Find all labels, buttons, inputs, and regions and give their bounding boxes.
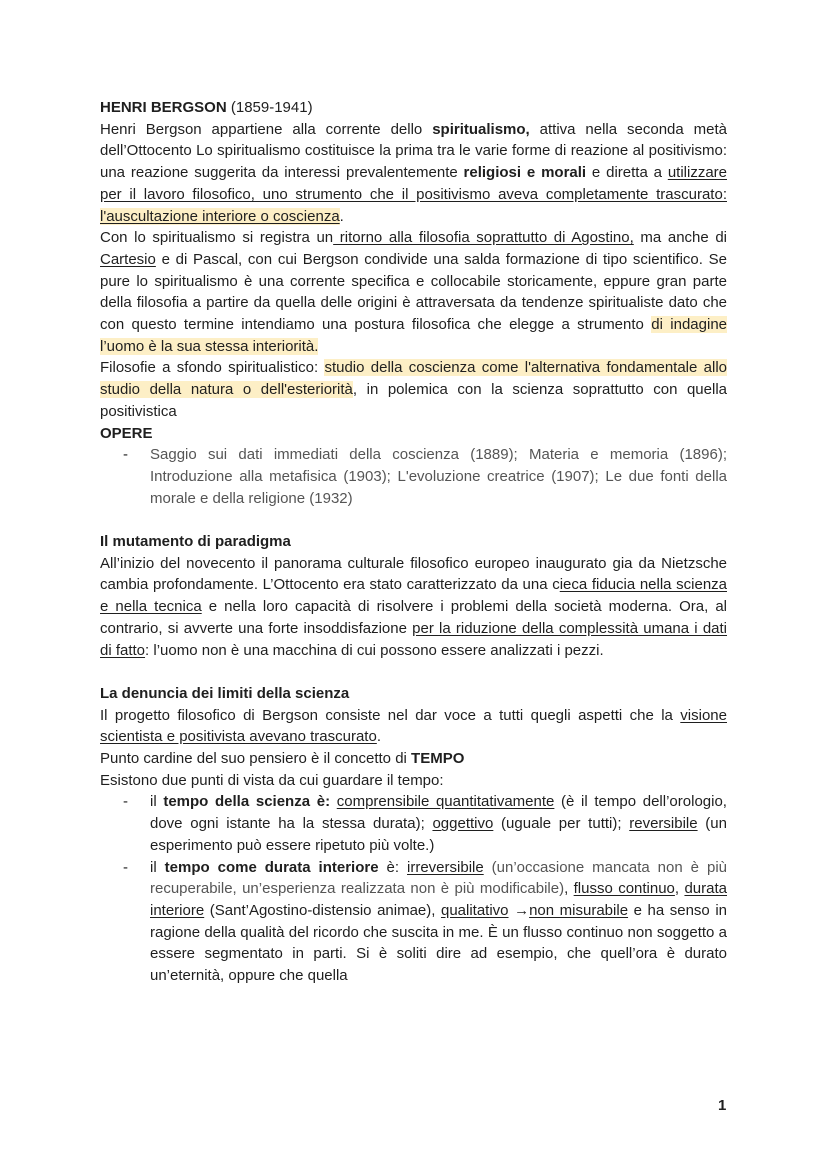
bold-text: spiritualismo,	[432, 120, 530, 138]
underlined-text: non misurabile	[529, 901, 629, 919]
text-run: OPERE	[100, 424, 153, 442]
bold-text: TEMPO	[411, 750, 465, 768]
text-run: ma anche di	[633, 229, 728, 247]
text-run: Esistono due punti di vista da cui guardare il tempo:	[100, 771, 444, 789]
text-run: All’inizio del novecento il panorama culturale filosofico europeo inaugurato gia da Nietzsche cambia profondamente. L’Ottocento era stato caratterizzato da una c	[100, 554, 727, 594]
underlined-text: irreversibile	[407, 858, 484, 876]
text-run: ,	[674, 880, 685, 898]
text-run: →	[508, 901, 530, 919]
text-run: e diretta a	[586, 164, 668, 182]
blank-line	[100, 509, 727, 531]
underlined-text: Cartesio	[100, 250, 156, 268]
underlined-text: qualitativo	[440, 901, 509, 919]
underlined-text: ieca fiducia nella scienza e nella tecnica	[100, 576, 727, 616]
paragraph	[100, 705, 727, 748]
list-bullet: -	[123, 858, 128, 876]
underlined-text: reversibile	[629, 815, 698, 833]
text-run: Con lo spiritualismo si registra un	[100, 229, 334, 247]
highlighted-text: l'auscultazione interiore o coscienza	[100, 207, 340, 225]
text-run: (un’occasione mancata non è più recuperabile, un’esperienza realizzata non è più modificabile)	[150, 858, 727, 898]
text-run: Filosofie a sfondo spiritualistico:	[100, 359, 325, 377]
text-run: e ha senso in ragione della qualità del ricordo che suscita in me. È un flusso continuo non soggetto a essere segmentato in parti. Si è soliti dire ad esempio, che quell’ora è durato un’eternità, oppure che quella	[150, 901, 727, 985]
text-run: Saggio sui dati immediati della coscienza (1889); Materia e memoria (1896); Introduzione alla metafisica (1903); L'evoluzione creatrice (1907); Le due fonti della morale e della religione (1932)	[150, 446, 727, 507]
paragraph	[100, 357, 727, 422]
text-run: Henri Bergson appartiene alla corrente dello	[100, 120, 433, 138]
bold-text: tempo come durata interiore	[164, 858, 379, 876]
section-heading	[100, 423, 727, 445]
list-item	[100, 444, 727, 509]
text-run: Punto cardine del suo pensiero è il concetto di	[100, 750, 412, 768]
text-run	[330, 793, 337, 810]
text-run: e di Pascal, con cui Bergson condivide una salda formazione di tipo scientifico. Se pure lo spiritualismo è una corrente specifica e collocabile storicamente, eppure gran parte della filosofia a partire da quella delle origini è attraversata da tendenze spiritualiste dato che con questo termine intendiamo una postura filosofica che elegge a strumento	[100, 250, 727, 334]
underlined-text: per la riduzione della complessità umana i dati di fatto	[100, 619, 728, 659]
underlined-text: oggettivo	[432, 815, 494, 833]
text-run: (uguale per tutti);	[493, 815, 630, 833]
paragraph	[100, 748, 727, 770]
underlined-text: ritorno alla filosofia soprattutto di Agostino,	[333, 229, 634, 247]
highlighted-text: di indagine l’uomo è la sua stessa interiorità.	[100, 316, 728, 355]
underlined-text: utilizzare per il lavoro filosofico, uno strumento che il positivismo aveva completamente trascurato:	[100, 164, 727, 203]
paragraph	[100, 119, 727, 228]
paragraph	[100, 770, 727, 792]
paragraph	[100, 227, 727, 357]
blank-line	[100, 661, 727, 683]
text-run: .	[376, 728, 381, 746]
list-item	[100, 791, 727, 856]
text-run: è:	[378, 858, 408, 876]
text-run: il	[150, 858, 165, 876]
text-run: attiva nella seconda metà dell’Ottocento Lo spiritualismo costituisce la prima tra le varie forme di reazione al positivismo: una reazione suggerita da interessi prevalentemente	[100, 120, 727, 182]
highlighted-text: studio della coscienza come l'alternativa fondamentale allo studio della natura o dell'esteriorità	[100, 359, 727, 399]
bold-text: religiosi e morali	[463, 164, 587, 182]
text-run: ,	[564, 880, 574, 898]
text-run: (Sant’Agostino-distensio animae),	[204, 901, 441, 919]
text-run: (1859-1941)	[226, 99, 313, 116]
bold-text: tempo della scienza è:	[163, 793, 331, 811]
text-run: : l’uomo non è una macchina di cui possono essere analizzati i pezzi.	[145, 641, 604, 659]
text-run: Il progetto filosofico di Bergson consiste nel dar voce a tutti quegli aspetti che la	[100, 706, 681, 724]
text-run: La denuncia dei limiti della scienza	[100, 684, 350, 702]
text-run: (un esperimento può essere ripetuto più volte.)	[150, 815, 727, 854]
text-run: Il mutamento di paradigma	[100, 533, 291, 551]
section-heading	[100, 531, 727, 553]
text-run: , in polemica con la scienza soprattutto con quella positivistica	[100, 381, 727, 420]
list-bullet: -	[123, 446, 128, 464]
page-number: 1	[718, 1097, 727, 1114]
underlined-text: comprensibile quantitativamente	[336, 793, 555, 811]
bold-text: HENRI BERGSON	[100, 99, 227, 116]
paragraph	[100, 553, 727, 662]
text-run: e nella loro capacità di risolvere i problemi della società moderna. Ora, al contrario, si avverte una forte insoddisfazione	[100, 598, 727, 637]
list-bullet: -	[123, 793, 128, 811]
underlined-text: durata interiore	[150, 880, 727, 919]
underlined-text: flusso continuo	[573, 880, 675, 898]
list-item	[100, 857, 727, 987]
text-run: il	[150, 793, 164, 811]
section-heading	[100, 683, 727, 705]
underlined-text: visione scientista e positivista avevano trascurato	[100, 706, 727, 746]
paragraph	[100, 97, 727, 119]
document-body	[100, 97, 727, 987]
text-run: .	[339, 207, 344, 225]
text-run: (è il tempo dell’orologio, dove ogni istante ha la stessa durata);	[150, 793, 727, 833]
